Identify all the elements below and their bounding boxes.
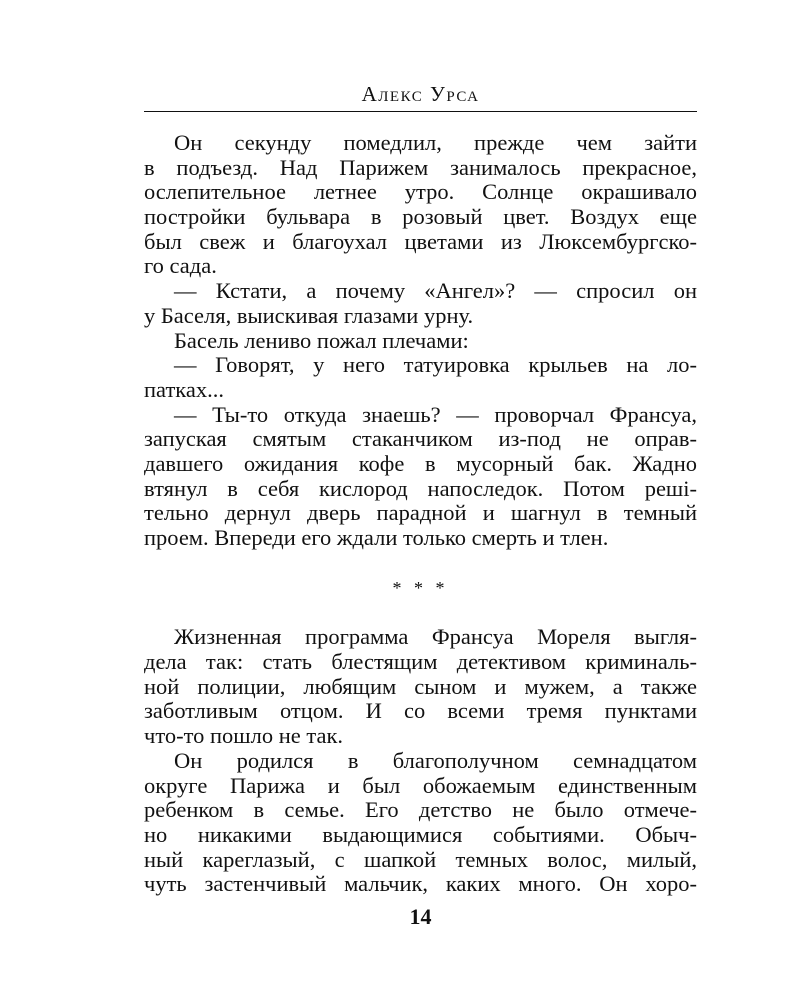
text-line: что-то пошло не так.: [144, 723, 344, 749]
header-rule: [144, 111, 697, 112]
running-head-author: Алекс Урса: [361, 82, 480, 106]
text-line: у Баселя, выискивая глазами урну.: [144, 302, 474, 328]
text-line: — Ты-то откуда знаешь? — проворчал Франсуа,: [174, 401, 697, 427]
text-line: Жизненная программа Франсуа Мореля выгля-: [174, 624, 697, 650]
text-line: го сада.: [144, 253, 217, 279]
text-line: в подъезд. Над Парижем занималось прекрасное,: [144, 154, 697, 180]
text-line: давшего ожидания кофе в мусорный бак. Жадно: [144, 450, 697, 476]
text-line: втянул в себя кислород напоследок. Потом решi-: [144, 475, 697, 501]
section-separator: * * *: [392, 577, 449, 598]
text-line: — Говорят, у него татуировка крыльев на ло-: [174, 352, 697, 378]
page-number: 14: [409, 904, 432, 929]
text-line: чуть застенчивый мальчик, каких много. Он хоро-: [144, 871, 697, 897]
text-line: ребенком в семье. Его детство не было отмече-: [144, 797, 697, 823]
text-line: был свеж и благоухал цветами из Люксембургско-: [144, 228, 697, 254]
text-line: проем. Впереди его ждали только смерть и тлен.: [144, 525, 609, 550]
text-line: ной полиции, любящим сыном и мужем, а также: [144, 673, 697, 699]
text-line: округе Парижа и был обожаемым единственным: [144, 772, 697, 798]
text-line: запуская смятым стаканчиком из-под не оправ-: [144, 426, 697, 452]
body-text: [144, 131, 697, 897]
text-line: заботливым отцом. И со всеми тремя пунктами: [144, 698, 697, 724]
text-line: но никакими выдающимися событиями. Обыч-: [144, 821, 697, 847]
text-line: Он секунду помедлил, прежде чем зайти: [174, 130, 697, 155]
text-line: тельно дернул дверь парадной и шагнул в темный: [144, 500, 697, 526]
text-line: — Кстати, а почему «Ангел»? — спросил он: [174, 278, 697, 304]
text-line: Басель лениво пожал плечами:: [174, 327, 469, 353]
text-line: Он родился в благополучном семнадцатом: [174, 747, 697, 773]
text-line: дела так: стать блестящим детективом криминаль-: [144, 649, 697, 675]
text-line: ный кареглазый, с шапкой темных волос, милый,: [144, 846, 697, 872]
text-line: патках...: [144, 376, 224, 402]
text-line: ослепительное летнее утро. Солнце окрашивало: [144, 179, 697, 205]
text-line: постройки бульвара в розовый цвет. Воздух еще: [144, 204, 697, 230]
